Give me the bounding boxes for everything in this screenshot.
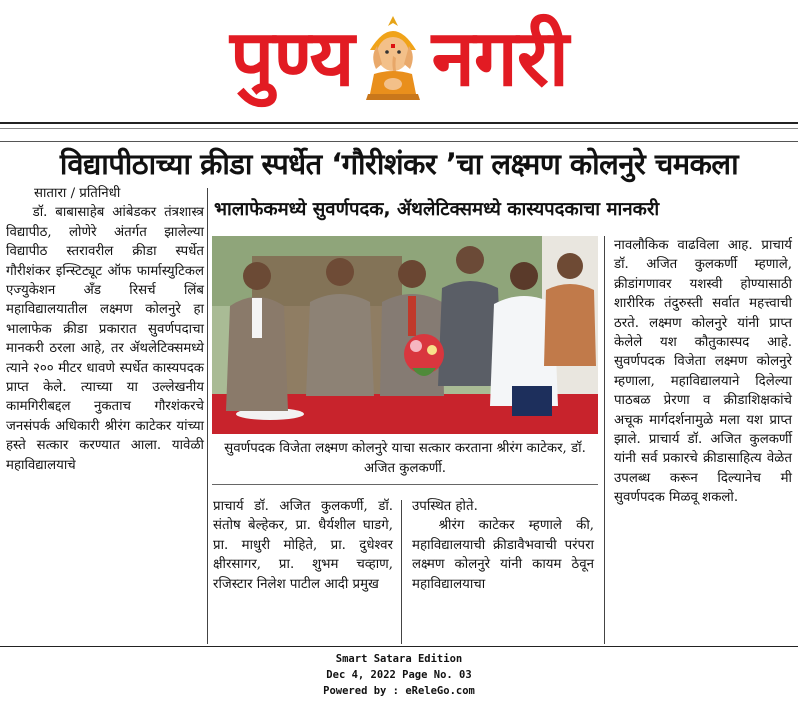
ganesh-icon bbox=[362, 14, 424, 104]
article-photo bbox=[212, 236, 598, 434]
footer-rule bbox=[0, 646, 798, 647]
masthead-right-word: नगरी bbox=[431, 14, 568, 104]
article-subheadline: भालाफेकमध्ये सुवर्णपदक, ॲथलेटिक्समध्ये कास्यपदकाचा मानकरी bbox=[214, 199, 660, 220]
photo-caption: सुवर्णपदक विजेता लक्ष्मण कोलनुरे याचा सत्कार करताना श्रीरंग काटेकर, डॉ. अजित कुलकर्णी. bbox=[224, 441, 586, 476]
header-rule bbox=[0, 122, 798, 124]
column-3-text-b: श्रीरंग काटेकर म्हणाले की, महाविद्यालयाची क्रीडावैभवाची परंपरा लक्ष्मण कोलनुरे यांनी कायम ठेवून महाविद्यालयाचा bbox=[412, 518, 594, 592]
column-3-text-a: उपस्थित होते. bbox=[412, 499, 478, 514]
article-headline: विद्यापीठाच्या क्रीडा स्पर्धेत ‘गौरीशंकर ’चा लक्ष्मण कोलनुरे चमकला bbox=[59, 147, 739, 181]
footer-powered-by[interactable]: Powered by : eReleGo.com bbox=[323, 685, 475, 697]
headline-rule bbox=[0, 141, 798, 142]
page-footer bbox=[0, 651, 798, 699]
article-column-3 bbox=[412, 497, 594, 594]
column-divider bbox=[207, 188, 208, 644]
article-column-1 bbox=[6, 184, 204, 475]
article-column-2 bbox=[213, 497, 393, 594]
article-column-4 bbox=[614, 236, 792, 508]
column-divider bbox=[401, 500, 402, 644]
footer-edition: Smart Satara Edition bbox=[335, 653, 463, 665]
dateline: सातारा / प्रतिनिधी bbox=[34, 186, 121, 201]
header-rule-thin bbox=[0, 128, 798, 129]
footer-date-page: Dec 4, 2022 Page No. 03 bbox=[326, 669, 472, 681]
column-divider bbox=[604, 236, 605, 644]
column-4-text: नावलौकिक वाढविला आह. प्राचार्य डॉ. अजित कुलकर्णी म्हणाले, क्रीडांगणावर यशस्वी होण्यासाठी शारीरिक तंदुरुस्ती सर्वात महत्त्वाची ठरते. लक्ष्मण कोलनुरे यांनी प्राप्त केलेले यश कौतुकास्पद आहे. सुवर्णपदक विजेता लक्ष्मण कोलनुरे म्हणाला, महाविद्यालयाने दिलेल्या पाठबळ प्रेरणा व क्रीडाशिक्षकांचे अचूक मार्गदर्शनामुळे मला यश प्राप्त झाले. प्राचार्य डॉ. अजित कुलकर्णी यांनी सर्व प्रकारचे क्रीडासाहित्य वेळेत उपलब्ध करून दिल्यानेच मी सुवर्णपदक मिळवू शकलो. bbox=[614, 238, 792, 506]
masthead-left-word: पुण्य bbox=[230, 14, 354, 104]
masthead bbox=[0, 0, 798, 118]
column-2-text: प्राचार्य डॉ. अजित कुलकर्णी, डॉ. संतोष बेल्हेकर, प्रा. धैर्यशील घाडगे, प्रा. माधुरी मोहिते, प्रा. दुधेश्वर क्षीरसागर, प्रा. शुभम चव्हाण, रजिस्टार निलेश पाटील आदी प्रमुख bbox=[213, 499, 393, 592]
caption-rule bbox=[212, 484, 598, 485]
column-1-text: डॉ. बाबासाहेब आंबेडकर तंत्रशास्त्र विद्यापीठ, लोणेरे अंतर्गत झालेल्या विद्यापीठ स्तरावरील क्रीडा स्पर्धेत गौरीशंकर इन्स्टिट्यूट ऑफ फार्मास्युटिकल एज्युकेशन अँड रिसर्च लिंब महाविद्यालयातील लक्ष्मण कोलनुरे हा भालाफेक क्रीडा प्रकारात सुवर्णपदाचा मानकरी ठरला आहे, तर ॲथलेटिक्समध्ये त्याने २०० मीटर धावणे स्पर्धेत कास्यपदक प्राप्त केले. त्याच्या या उल्लेखनीय कामगिरीबद्दल नुकताच गौरशंकरचे जनसंपर्क अधिकारी श्रीरंग काटेकर यांच्या हस्ते सत्कार करण्यात आला. यावेळी महाविद्यालयाचे bbox=[6, 205, 204, 473]
